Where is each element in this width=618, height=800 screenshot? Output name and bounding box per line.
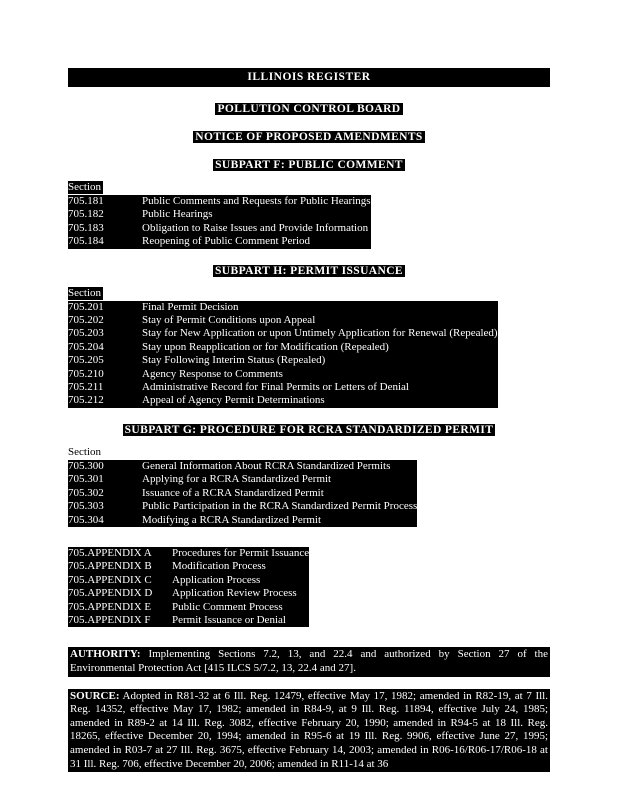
table-row xyxy=(68,614,309,627)
subpart-h-section-label: Section xyxy=(68,286,101,299)
section-number: 705.182 xyxy=(68,208,142,221)
subpart-f-section-label: Section xyxy=(68,181,101,193)
table-row xyxy=(68,560,309,573)
appendix-description: Public Comment Process xyxy=(172,601,309,614)
table-row xyxy=(68,601,309,614)
appendix-number: 705.APPENDIX D xyxy=(68,587,172,600)
authority-paragraph xyxy=(68,647,550,676)
section-number: 705.203 xyxy=(68,327,142,340)
source-text: Adopted in R81-32 at 6 Ill. Reg. 12479, effective May 17, 1982; amended in R82-19, at 7 Ill. Reg. 14352, effective May 17, 1982; amended in R84-9, at 9 Ill. Reg. 11894, effective July 24, 1985; amended in R89-2 at 14 Ill. Reg. 3082, effective February 20, 1990; amended in R94-5 at 18 Ill. Reg. 18265, effective December 20, 1994; amended in R95-6 at 19 Ill. Reg. 9906, effective June 27, 1995; amended in R03-7 at 27 Ill. Reg. 3675, effective February 14, 2003; amended in R06-16/R06-17/R06-18 at 31 Ill. Reg. 706, effective December 20, 2006; amended in R11-14 at 36 xyxy=(70,689,548,770)
appendix-description: Permit Issuance or Denial xyxy=(172,614,309,627)
section-number: 705.303 xyxy=(68,500,142,513)
table-row xyxy=(68,341,498,354)
table-row xyxy=(68,394,498,407)
section-description: Stay Following Interim Status (Repealed) xyxy=(142,354,498,367)
subpart-h-table xyxy=(68,301,498,408)
section-number: 705.184 xyxy=(68,235,142,248)
section-description: Appeal of Agency Permit Determinations xyxy=(142,394,498,407)
table-row xyxy=(68,314,498,327)
table-row xyxy=(68,460,417,473)
subpart-f-table xyxy=(68,195,371,249)
authority-text: Implementing Sections 7.2, 13, and 22.4 and authorized by Section 27 of the Environmental Protection Act [415 ILCS 5/7.2, 13, 22.4 and 27]. xyxy=(70,648,548,674)
section-number: 705.301 xyxy=(68,473,142,486)
section-description: Applying for a RCRA Standardized Permit xyxy=(142,473,417,486)
section-number: 705.204 xyxy=(68,341,142,354)
subpart-g-heading: SUBPART G: PROCEDURE FOR RCRA STANDARDIZED PERMIT xyxy=(124,423,494,436)
subpart-g-table xyxy=(68,460,417,527)
section-number: 705.202 xyxy=(68,314,142,327)
section-description: Modifying a RCRA Standardized Permit xyxy=(142,514,417,527)
section-description: Stay upon Reapplication or for Modification (Repealed) xyxy=(142,341,498,354)
table-row xyxy=(68,547,309,560)
section-number: 705.183 xyxy=(68,222,142,235)
section-description: Public Participation in the RCRA Standardized Permit Process xyxy=(142,500,418,513)
section-description: Administrative Record for Final Permits or Letters of Denial xyxy=(142,381,498,394)
subpart-g-section-label: Section xyxy=(68,445,101,458)
section-number: 705.201 xyxy=(68,301,142,314)
table-row xyxy=(68,574,309,587)
section-number: 705.205 xyxy=(68,354,142,367)
section-description: Stay for New Application or upon Untimely Application for Renewal (Repealed) xyxy=(142,327,498,340)
section-description: Public Comments and Requests for Public Hearings xyxy=(142,195,371,207)
appendix-number: 705.APPENDIX B xyxy=(68,560,172,573)
subpart-g-heading-line xyxy=(68,424,550,436)
section-number: 705.300 xyxy=(68,460,142,473)
subpart-h-heading-line xyxy=(68,265,550,277)
section-description: Reopening of Public Comment Period xyxy=(142,235,371,248)
table-row xyxy=(68,327,498,340)
section-description: Agency Response to Comments xyxy=(142,368,498,381)
source-paragraph xyxy=(68,689,550,773)
table-row xyxy=(68,301,498,314)
source-label: SOURCE: xyxy=(70,689,120,702)
appendix-number: 705.APPENDIX E xyxy=(68,601,172,614)
section-description: Obligation to Raise Issues and Provide Information xyxy=(142,222,371,235)
appendix-table xyxy=(68,547,309,627)
table-row xyxy=(68,222,371,235)
table-row xyxy=(68,500,417,513)
appendix-description: Application Review Process xyxy=(172,587,309,600)
section-number: 705.212 xyxy=(68,394,142,407)
appendix-number: 705.APPENDIX F xyxy=(68,614,172,627)
appendix-description: Procedures for Permit Issuance xyxy=(172,546,310,559)
section-number: 705.302 xyxy=(68,487,142,500)
subpart-f-heading: SUBPART F: PUBLIC COMMENT xyxy=(215,159,403,171)
subpart-h-heading: SUBPART H: PERMIT ISSUANCE xyxy=(215,264,403,277)
section-number: 705.211 xyxy=(68,381,142,394)
appendix-description: Application Process xyxy=(172,574,309,587)
table-row xyxy=(68,195,371,208)
table-row xyxy=(68,514,417,527)
appendix-description: Modification Process xyxy=(172,560,309,573)
appendix-number: 705.APPENDIX A xyxy=(68,547,172,560)
table-row xyxy=(68,235,371,248)
table-row xyxy=(68,487,417,500)
table-row xyxy=(68,368,498,381)
notice-title: NOTICE OF PROPOSED AMENDMENTS xyxy=(195,131,423,143)
register-title: ILLINOIS REGISTER xyxy=(68,70,550,85)
board-name: POLLUTION CONTROL BOARD xyxy=(217,103,401,115)
section-description: Stay of Permit Conditions upon Appeal xyxy=(142,314,498,327)
table-row xyxy=(68,208,371,221)
section-description: Issuance of a RCRA Standardized Permit xyxy=(142,487,417,500)
board-name-line xyxy=(68,103,550,115)
section-description: Final Permit Decision xyxy=(142,301,498,314)
section-description: Public Hearings xyxy=(142,208,371,221)
table-row xyxy=(68,473,417,486)
section-number: 705.210 xyxy=(68,368,142,381)
section-number: 705.181 xyxy=(68,195,142,208)
table-row xyxy=(68,587,309,600)
table-row xyxy=(68,381,498,394)
section-number: 705.304 xyxy=(68,514,142,527)
table-row xyxy=(68,354,498,367)
notice-line xyxy=(68,131,550,143)
authority-label: AUTHORITY: xyxy=(70,648,141,661)
page-content xyxy=(68,68,550,772)
appendix-number: 705.APPENDIX C xyxy=(68,574,172,587)
section-description: General Information About RCRA Standardized Permits xyxy=(142,460,417,473)
subpart-f-heading-line xyxy=(68,159,550,171)
